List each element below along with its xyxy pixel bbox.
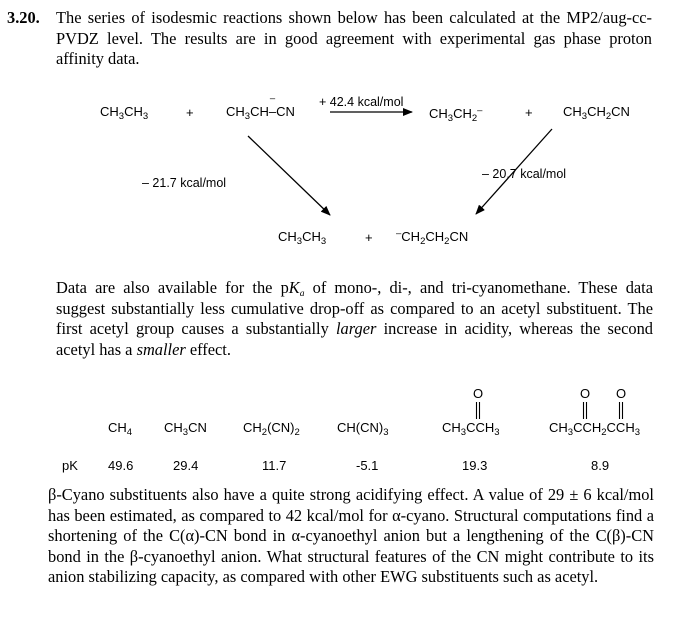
carbonyl-oxygen: O — [473, 386, 484, 401]
pk-value: 11.7 — [262, 458, 287, 473]
pk-value: 19.3 — [462, 458, 488, 473]
closing-paragraph: β-Cyano substituents also have a quite strong acidifying effect. A value of 29 ± 6 kcal/mol has been estimated, as compared to 42 kcal/mol for α-cyano. Structural computations find a shortening of the C(α)-CN bond in α-cyanoethyl anion but a lengthening of the C(β)-CN bond in the β-cyanoethyl anion. What structural features of the CN might contribute to its anion stabilizing capacity, as compared with other EWG substituents such as acetyl. — [48, 485, 654, 586]
top-reactant-cyanoethyl-anion: $CH_3CH-$ – CN — [226, 93, 295, 122]
pk-value: 29.4 — [173, 458, 199, 473]
pka-a: a — [299, 289, 305, 299]
compound-acetone: $CH_3CCH_3$ — [442, 420, 500, 438]
top-arrow-label: + 42.4 kcal/mol — [319, 95, 404, 109]
pk-value: -5.1 — [356, 458, 379, 473]
top-product-propionitrile: $CH_3CH_2CN$ — [563, 104, 630, 122]
pk-value: 8.9 — [591, 458, 610, 473]
plus-sign: + — [365, 230, 373, 245]
left-arrow-label: – 21.7 kcal/mol — [142, 176, 227, 190]
compound-methane: $CH_4$ — [108, 420, 133, 438]
compound-acetonitrile: $CH_3CN$ — [164, 420, 207, 438]
carbonyl-oxygen: O — [580, 386, 591, 401]
right-arrow-label: – 20.7 kcal/mol — [482, 167, 567, 181]
pk-value: 49.6 — [108, 458, 134, 473]
bottom-ethane: $CH_3CH_3$ — [278, 229, 327, 247]
carbonyl-oxygen: O — [616, 386, 627, 401]
middle-paragraph: Data are also available for the $pK_a$ of mono-, di-, and tri-cyanomethane. These data suggest substantially less cumulative drop-off as compared to an acetyl substituent. The first acetyl group causes a substantially larger increase in acidity, whereas the second acetyl has a smaller effect. — [56, 278, 654, 359]
problem-number: 3.20. — [7, 8, 40, 27]
pk-row-label: pK — [62, 458, 78, 473]
plus-sign: + — [525, 105, 533, 120]
pka-k: K — [288, 278, 300, 297]
intro-paragraph: The series of isodesmic reactions shown below has been calculated at the MP2/aug-cc-PVDZ level. The results are in good agreement with experimental gas phase proton affinity data. — [56, 8, 652, 68]
emphasis-larger: larger — [335, 319, 377, 338]
top-reactant-ethane: $CH_3CH_3$ — [100, 104, 149, 122]
compound-acetylacetone: $CH_3CCH_2CCH_3$ — [549, 420, 641, 438]
bottom-beta-cyanoethyl-anion: $^-CH_2CH_2CN$ — [396, 228, 469, 247]
top-product-ethyl-anion: $CH_3CH_2^-$ — [429, 105, 483, 124]
plus-sign: + — [186, 105, 194, 120]
compound-tricyanomethane: $CH(CN)_3$ — [337, 420, 389, 438]
compound-malononitrile: $CH_2(CN)_2$ — [243, 420, 300, 438]
emphasis-smaller: smaller — [136, 339, 186, 359]
